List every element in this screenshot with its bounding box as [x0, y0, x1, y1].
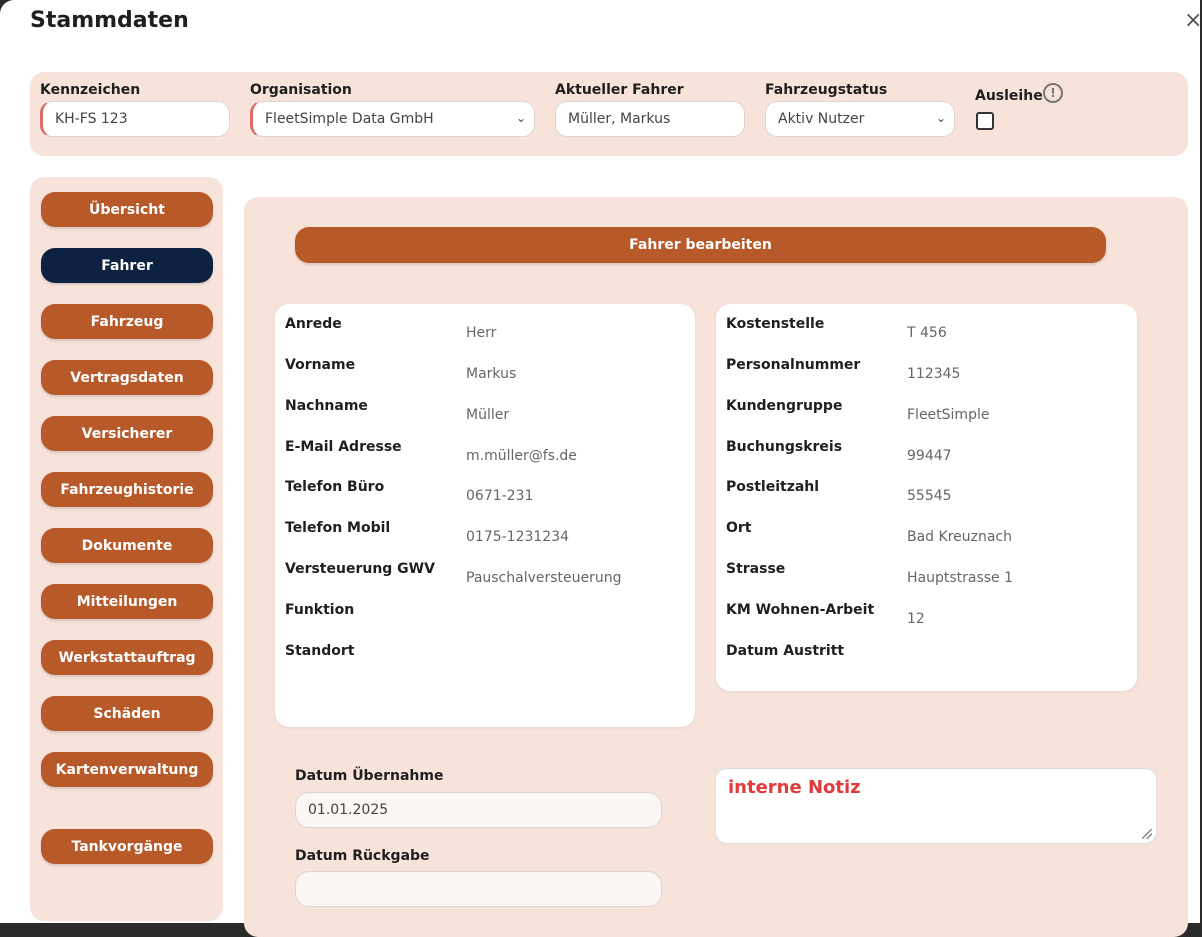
sidebar-nav [30, 177, 223, 921]
sidebar-item-mitteilungen[interactable]: Mitteilungen [41, 584, 213, 619]
detail-label: Postleitzahl [726, 479, 820, 495]
detail-label: Strasse [726, 561, 786, 577]
aktueller-fahrer-input[interactable] [555, 101, 745, 137]
detail-value: 0175-1231234 [466, 529, 570, 545]
chevron-down-icon: ⌄ [935, 111, 946, 125]
datum-uebernahme-label: Datum Übernahme [295, 768, 444, 784]
detail-label: Standort [285, 643, 355, 659]
sidebar-item-werkstattauftrag[interactable]: Werkstattauftrag [41, 640, 213, 675]
organisation-value: FleetSimple Data GmbH [265, 111, 434, 127]
fahrer-personal-card [275, 304, 695, 727]
detail-row [275, 602, 695, 642]
kennzeichen-label: Kennzeichen [40, 82, 141, 98]
aktueller-fahrer-label: Aktueller Fahrer [555, 82, 684, 98]
detail-value: Pauschalversteuerung [466, 570, 622, 586]
aktueller-fahrer-value: Müller, Markus [568, 111, 671, 127]
detail-value: 55545 [907, 488, 952, 504]
detail-row [275, 316, 695, 356]
ausleihe-checkbox[interactable] [976, 112, 994, 130]
detail-row [716, 561, 1137, 601]
kennzeichen-input[interactable] [40, 101, 230, 137]
fahrzeugstatus-select[interactable] [765, 101, 955, 137]
datum-uebernahme-input[interactable] [295, 792, 662, 828]
detail-value: Herr [466, 325, 497, 341]
detail-value: 12 [907, 611, 925, 627]
fahrer-bearbeiten-button[interactable]: Fahrer bearbeiten [295, 227, 1106, 263]
detail-label: Funktion [285, 602, 355, 618]
detail-label: Datum Austritt [726, 643, 845, 659]
sidebar-item-dokumente[interactable]: Dokumente [41, 528, 213, 563]
detail-value: 0671-231 [466, 488, 534, 504]
detail-value: Bad Kreuznach [907, 529, 1013, 545]
detail-row [275, 561, 695, 601]
detail-row [275, 398, 695, 438]
datum-uebernahme-value: 01.01.2025 [308, 802, 389, 818]
close-icon[interactable]: × [1184, 8, 1202, 33]
detail-row [275, 479, 695, 519]
datum-rueckgabe-label: Datum Rückgabe [295, 848, 430, 864]
detail-label: Telefon Büro [285, 479, 385, 495]
detail-label: E-Mail Adresse [285, 439, 402, 455]
detail-label: Vorname [285, 357, 356, 373]
detail-value: 99447 [907, 448, 952, 464]
detail-value: T 456 [907, 325, 947, 341]
dialog-title: Stammdaten [30, 8, 189, 33]
fahrzeugstatus-label: Fahrzeugstatus [765, 82, 888, 98]
sidebar-item-vertragsdaten[interactable]: Vertragsdaten [41, 360, 213, 395]
sidebar-item-kartenverwaltung[interactable]: Kartenverwaltung [41, 752, 213, 787]
interne-notiz-text: interne Notiz [728, 777, 861, 798]
info-icon[interactable]: ! [1043, 83, 1063, 103]
sidebar-item-versicherer[interactable]: Versicherer [41, 416, 213, 451]
sidebar-item-fahrer[interactable]: Fahrer [41, 248, 213, 283]
ausleihe-label: Ausleihe [975, 88, 1043, 104]
detail-value: Hauptstrasse 1 [907, 570, 1014, 586]
detail-label: Anrede [285, 316, 342, 332]
detail-row [275, 357, 695, 397]
interne-notiz-textarea[interactable] [715, 768, 1157, 844]
detail-row [716, 316, 1137, 356]
detail-value: FleetSimple [907, 407, 990, 423]
sidebar-item-uebersicht[interactable]: Übersicht [41, 192, 213, 227]
detail-label: Ort [726, 520, 752, 536]
fahrzeugstatus-value: Aktiv Nutzer [778, 111, 865, 127]
detail-label: Kundengruppe [726, 398, 843, 414]
sidebar-item-fahrzeughistorie[interactable]: Fahrzeughistorie [41, 472, 213, 507]
organisation-select[interactable] [250, 101, 535, 137]
detail-row [275, 643, 695, 683]
detail-row [716, 439, 1137, 479]
detail-row [275, 520, 695, 560]
resize-handle-icon[interactable] [1142, 829, 1152, 839]
detail-label: KM Wohnen-Arbeit [726, 602, 875, 618]
detail-value: m.müller@fs.de [466, 448, 577, 464]
sidebar-item-fahrzeug[interactable]: Fahrzeug [41, 304, 213, 339]
detail-value: 112345 [907, 366, 961, 382]
kennzeichen-value: KH-FS 123 [55, 111, 128, 127]
fahrer-panel [244, 197, 1188, 937]
vehicle-header-bar [30, 72, 1188, 156]
fahrer-organisation-card [716, 304, 1137, 691]
detail-label: Buchungskreis [726, 439, 843, 455]
datum-rueckgabe-input[interactable] [295, 871, 662, 907]
detail-label: Personalnummer [726, 357, 861, 373]
detail-row [716, 602, 1137, 642]
detail-row [716, 357, 1137, 397]
detail-value: Markus [466, 366, 517, 382]
detail-value: Müller [466, 407, 510, 423]
organisation-label: Organisation [250, 82, 352, 98]
sidebar-item-schaeden[interactable]: Schäden [41, 696, 213, 731]
detail-label: Nachname [285, 398, 368, 414]
detail-label: Telefon Mobil [285, 520, 391, 536]
detail-label: Kostenstelle [726, 316, 825, 332]
detail-row [275, 439, 695, 479]
sidebar-item-tankvorgaenge[interactable]: Tankvorgänge [41, 829, 213, 864]
detail-row [716, 643, 1137, 683]
detail-row [716, 520, 1137, 560]
detail-row [716, 398, 1137, 438]
chevron-down-icon: ⌄ [515, 111, 526, 125]
detail-row [716, 479, 1137, 519]
detail-label: Versteuerung GWV [285, 561, 435, 577]
